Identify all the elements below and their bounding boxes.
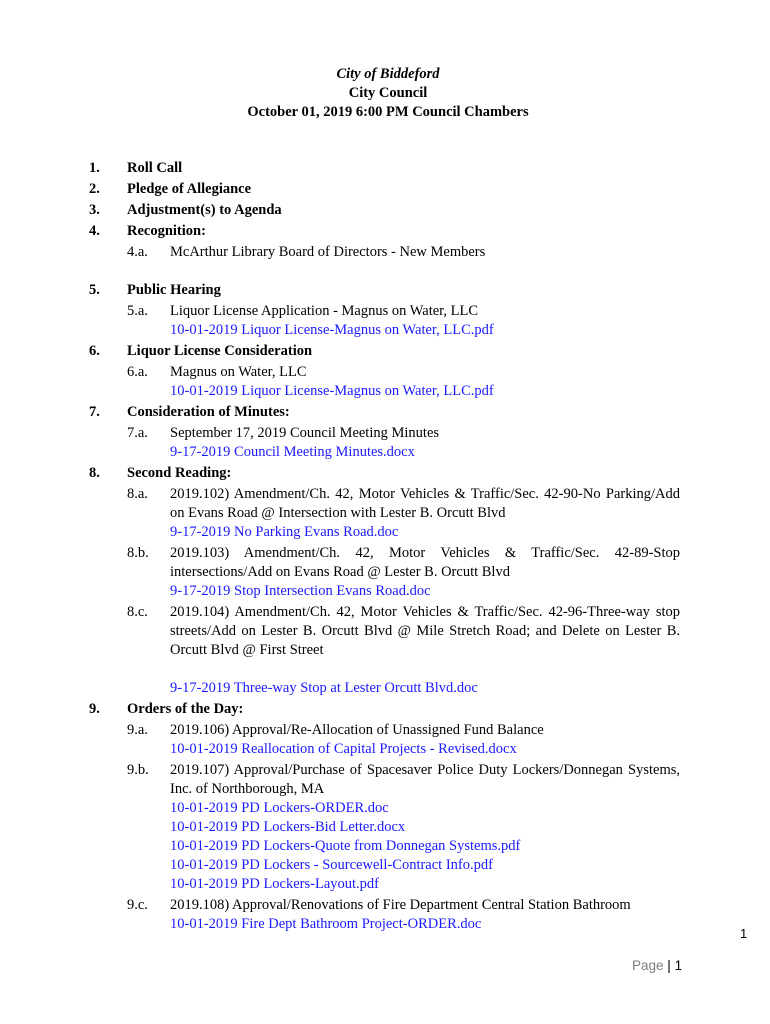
- sub-item-text: September 17, 2019 Council Meeting Minutes: [170, 425, 440, 441]
- item-number: 4.: [89, 223, 100, 239]
- sub-item-number: 8.b.: [127, 545, 149, 561]
- item-title: Roll Call: [127, 160, 183, 176]
- attachment-link[interactable]: 9-17-2019 No Parking Evans Road.doc: [170, 524, 399, 540]
- sub-item-text: 2019.103) Amendment/Ch. 42, Motor Vehicles & Traffic/Sec. 42-89-Stop: [170, 545, 680, 561]
- sub-item-number: 8.c.: [127, 604, 148, 620]
- agenda-item: [0, 700, 770, 719]
- attachment-link[interactable]: 10-01-2019 PD Lockers-Quote from Donnegan Systems.pdf: [170, 838, 521, 854]
- agenda-item: [0, 281, 770, 300]
- city-name: City of Biddeford: [336, 66, 440, 82]
- sub-item-text: 2019.102) Amendment/Ch. 42, Motor Vehicles & Traffic/Sec. 42-90-No Parking/Add: [170, 486, 680, 502]
- sub-item: [0, 485, 770, 504]
- sub-item: [0, 761, 770, 780]
- attachment-link[interactable]: 9-17-2019 Stop Intersection Evans Road.doc: [170, 583, 431, 599]
- sub-item-number: 4.a.: [127, 244, 148, 260]
- item-number: 3.: [89, 202, 100, 218]
- sub-item-number: 6.a.: [127, 364, 148, 380]
- sub-item: [0, 302, 770, 321]
- attachment-link[interactable]: 10-01-2019 PD Lockers - Sourcewell-Contract Info.pdf: [170, 857, 493, 873]
- sub-item-text: 2019.107) Approval/Purchase of Spacesaver Police Duty Lockers/Donnegan Systems,: [170, 762, 680, 778]
- item-number: 5.: [89, 282, 100, 298]
- sub-item-text: Orcutt Blvd @ First Street: [170, 642, 324, 658]
- attachment-link[interactable]: 10-01-2019 PD Lockers-Layout.pdf: [170, 876, 379, 892]
- attachment-link[interactable]: 10-01-2019 Liquor License-Magnus on Water, LLC.pdf: [170, 383, 494, 399]
- item-title: Liquor License Consideration: [127, 343, 313, 359]
- sub-item-number: 5.a.: [127, 303, 148, 319]
- footer-page-label: Page: [632, 958, 664, 973]
- item-number: 6.: [89, 343, 100, 359]
- sub-item-text: intersections/Add on Evans Road @ Lester B. Orcutt Blvd: [170, 564, 510, 580]
- attachment-link[interactable]: 10-01-2019 Reallocation of Capital Projects - Revised.docx: [170, 741, 517, 757]
- attachment-link[interactable]: 10-01-2019 PD Lockers-ORDER.doc: [170, 800, 389, 816]
- sub-item: [0, 243, 770, 262]
- item-number: 1.: [89, 160, 100, 176]
- sub-item: [0, 603, 770, 622]
- sub-item-text: Magnus on Water, LLC: [170, 364, 307, 380]
- agenda-header: [0, 65, 770, 122]
- item-number: 9.: [89, 701, 100, 717]
- item-title: Public Hearing: [127, 282, 221, 298]
- item-number: 8.: [89, 465, 100, 481]
- agenda-item: [0, 342, 770, 361]
- sub-item: [0, 424, 770, 443]
- item-title: Adjustment(s) to Agenda: [127, 202, 282, 218]
- attachment-link[interactable]: 10-01-2019 Liquor License-Magnus on Water, LLC.pdf: [170, 322, 494, 338]
- sub-item-text: on Evans Road @ Intersection with Lester B. Orcutt Blvd: [170, 505, 506, 521]
- item-number: 2.: [89, 181, 100, 197]
- agenda-list: [0, 159, 770, 934]
- sub-item-number: 9.c.: [127, 897, 148, 913]
- item-title: Recognition:: [127, 223, 206, 239]
- item-title: Orders of the Day:: [127, 701, 244, 717]
- attachment-link[interactable]: 10-01-2019 PD Lockers-Bid Letter.docx: [170, 819, 406, 835]
- sub-item-text: McArthur Library Board of Directors - New Members: [170, 244, 486, 260]
- sub-item-text: 2019.106) Approval/Re-Allocation of Unassigned Fund Balance: [170, 722, 544, 738]
- sub-item-text: 2019.104) Amendment/Ch. 42, Motor Vehicles & Traffic/Sec. 42-96-Three-way stop: [170, 604, 680, 620]
- attachment-link[interactable]: 9-17-2019 Council Meeting Minutes.docx: [170, 444, 415, 460]
- agenda-item: [0, 403, 770, 422]
- sub-item: [0, 544, 770, 563]
- body-name: City Council: [348, 85, 428, 101]
- meeting-date: October 01, 2019 6:00 PM Council Chambers: [247, 104, 529, 120]
- agenda-item: [0, 180, 770, 199]
- page-footer: [632, 958, 682, 973]
- item-number: 7.: [89, 404, 100, 420]
- sub-item-text: 2019.108) Approval/Renovations of Fire Department Central Station Bathroom: [170, 897, 631, 913]
- sub-item: [0, 363, 770, 382]
- sub-item: [0, 721, 770, 740]
- item-title: Consideration of Minutes:: [127, 404, 290, 420]
- agenda-item: [0, 222, 770, 241]
- sub-item-text: Inc. of Northborough, MA: [170, 781, 325, 797]
- sub-item-number: 7.a.: [127, 425, 148, 441]
- sub-item-text: Liquor License Application - Magnus on Water, LLC: [170, 303, 479, 319]
- sub-item-number: 9.b.: [127, 762, 149, 778]
- sub-item-number: 9.a.: [127, 722, 148, 738]
- item-title: Second Reading:: [127, 465, 232, 481]
- sub-item: [0, 896, 770, 915]
- agenda-item: [0, 159, 770, 178]
- attachment-link[interactable]: 9-17-2019 Three-way Stop at Lester Orcutt Blvd.doc: [170, 680, 478, 696]
- sub-item-text: streets/Add on Lester B. Orcutt Blvd @ Mile Stretch Road; and Delete on Lester B.: [170, 623, 680, 639]
- agenda-item: [0, 464, 770, 483]
- attachment-link[interactable]: 10-01-2019 Fire Dept Bathroom Project-ORDER.doc: [170, 916, 482, 932]
- item-title: Pledge of Allegiance: [127, 181, 252, 197]
- footer-separator: |: [667, 958, 671, 973]
- page-number: 1: [740, 926, 748, 941]
- sub-item-number: 8.a.: [127, 486, 148, 502]
- agenda-item: [0, 201, 770, 220]
- footer-page-number: 1: [674, 958, 683, 973]
